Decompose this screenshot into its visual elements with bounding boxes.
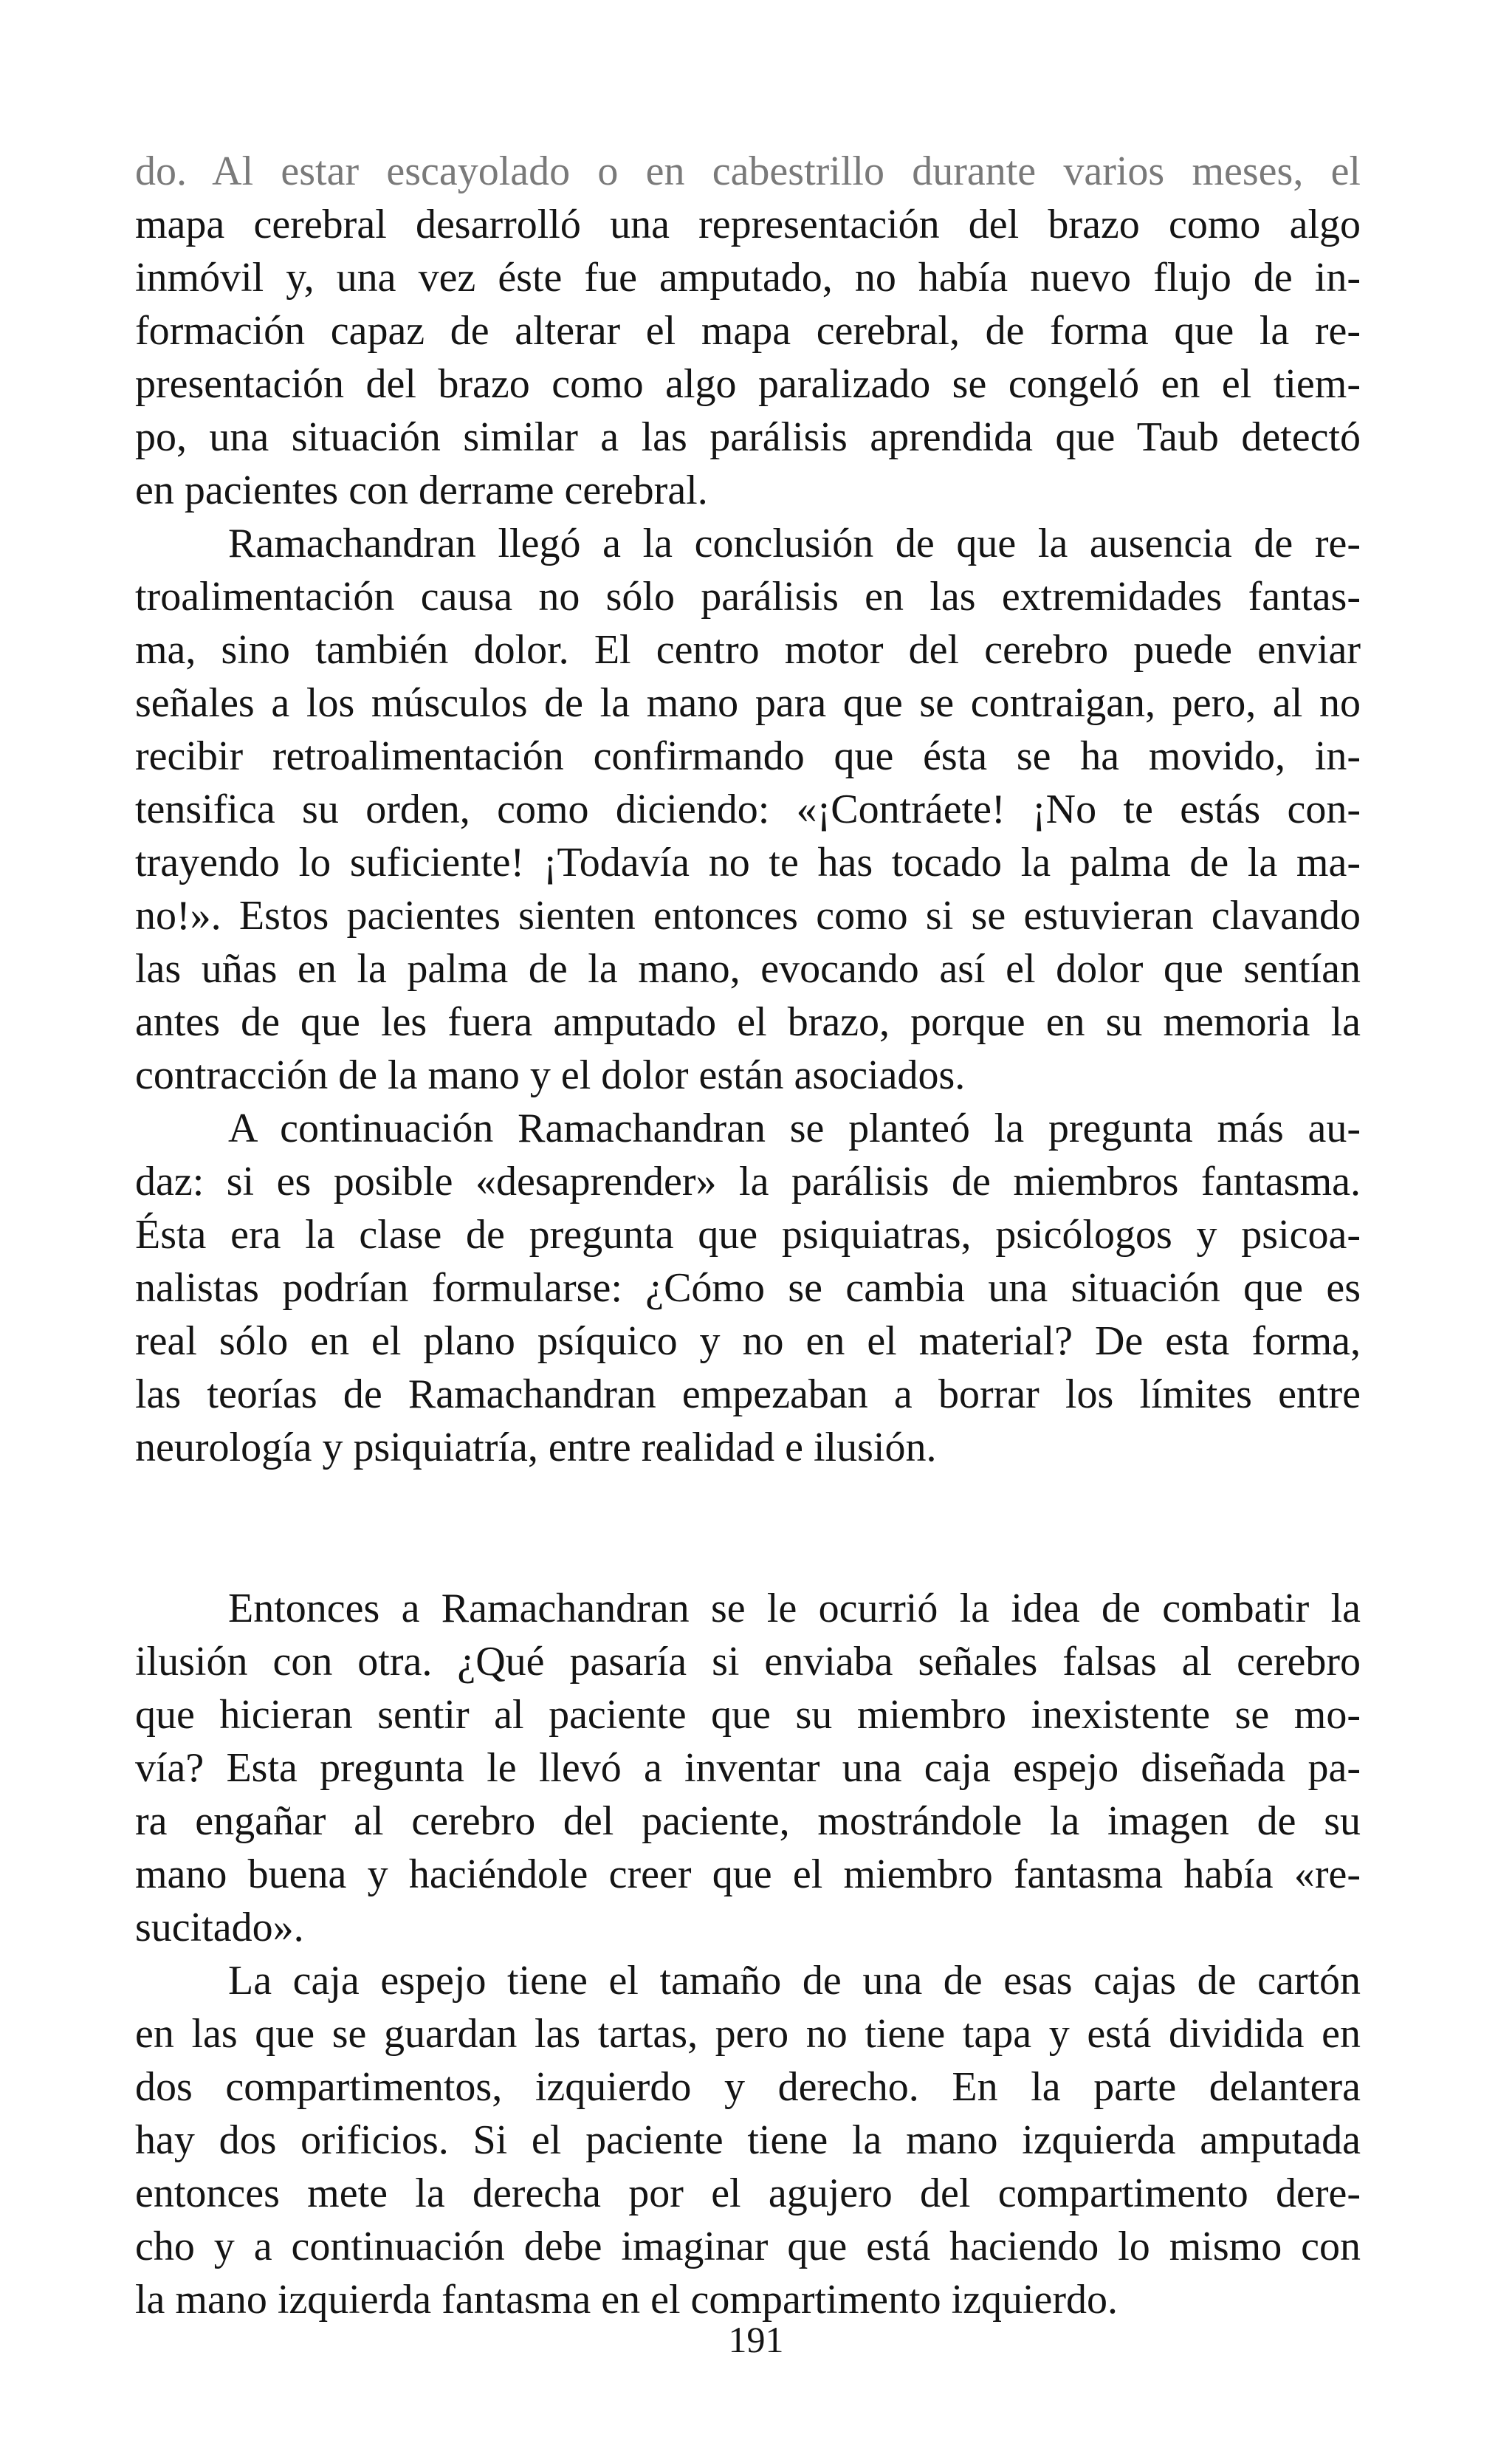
text-line: dos compartimentos, izquierdo y derecho. En la parte delantera xyxy=(135,2064,1361,2110)
text-line: contracción de la mano y el dolor están asociados. xyxy=(135,1052,966,1098)
text-line: troalimentación causa no sólo parálisis en las extremidades fantas- xyxy=(135,574,1361,620)
text-line: A continuación Ramachandran se planteó la pregunta más au- xyxy=(228,1106,1361,1151)
text-line: no!». Estos pacientes sienten entonces como si se estuvieran clavando xyxy=(135,893,1361,939)
text-line: do. Al estar escayolado o en cabestrillo durante varios meses, el xyxy=(135,148,1361,194)
text-line: presentación del brazo como algo paralizado se congeló en el tiem- xyxy=(135,361,1361,407)
text-line: inmóvil y, una vez éste fue amputado, no había nuevo flujo de in- xyxy=(135,255,1361,301)
text-line: real sólo en el plano psíquico y no en el material? De esta forma, xyxy=(135,1318,1361,1364)
text-line: Ramachandran llegó a la conclusión de que la ausencia de re- xyxy=(228,521,1361,566)
page-number: 191 xyxy=(728,2319,784,2360)
text-line: mano buena y haciéndole creer que el miembro fantasma había «re- xyxy=(135,1851,1361,1897)
text-line: hay dos orificios. Si el paciente tiene la mano izquierda amputada xyxy=(135,2117,1361,2163)
text-line: neurología y psiquiatría, entre realidad e ilusión. xyxy=(135,1425,937,1470)
text-line: po, una situación similar a las parálisis aprendida que Taub detectó xyxy=(135,414,1361,460)
text-line: La caja espejo tiene el tamaño de una de esas cajas de cartón xyxy=(228,1958,1361,2004)
text-line: ra engañar al cerebro del paciente, mostrándole la imagen de su xyxy=(135,1798,1361,1844)
text-line: que hicieran sentir al paciente que su miembro inexistente se mo- xyxy=(135,1692,1361,1738)
text-line: ilusión con otra. ¿Qué pasaría si enviaba señales falsas al cerebro xyxy=(135,1639,1361,1685)
text-line: formación capaz de alterar el mapa cerebral, de forma que la re- xyxy=(135,308,1361,354)
text-line: las teorías de Ramachandran empezaban a borrar los límites entre xyxy=(135,1371,1361,1417)
text-line: nalistas podrían formularse: ¿Cómo se cambia una situación que es xyxy=(135,1265,1361,1311)
text-line: entonces mete la derecha por el agujero del compartimento dere- xyxy=(135,2170,1361,2216)
text-line: cho y a continuación debe imaginar que está haciendo lo mismo con xyxy=(135,2224,1361,2269)
text-line: señales a los músculos de la mano para que se contraigan, pero, al no xyxy=(135,680,1361,726)
text-line: tensifica su orden, como diciendo: «¡Contráete! ¡No te estás con- xyxy=(135,787,1361,832)
text-line: antes de que les fuera amputado el brazo, porque en su memoria la xyxy=(135,999,1361,1045)
text-line: Entonces a Ramachandran se le ocurrió la idea de combatir la xyxy=(228,1586,1361,1631)
text-line: las uñas en la palma de la mano, evocando así el dolor que sentían xyxy=(135,946,1361,992)
text-line: en las que se guardan las tartas, pero no tiene tapa y está dividida en xyxy=(135,2011,1361,2057)
text-line: mapa cerebral desarrolló una representación del brazo como algo xyxy=(135,202,1361,247)
text-line: sucitado». xyxy=(135,1905,304,1950)
text-line: ma, sino también dolor. El centro motor del cerebro puede enviar xyxy=(135,627,1361,673)
text-line: en pacientes con derrame cerebral. xyxy=(135,467,708,513)
text-line: trayendo lo suficiente! ¡Todavía no te has tocado la palma de la ma- xyxy=(135,840,1361,885)
text-line: vía? Esta pregunta le llevó a inventar una caja espejo diseñada pa- xyxy=(135,1745,1361,1791)
text-line: la mano izquierda fantasma en el compartimento izquierdo. xyxy=(135,2277,1118,2323)
text-line: daz: si es posible «desaprender» la parálisis de miembros fantasma. xyxy=(135,1159,1361,1204)
text-line: recibir retroalimentación confirmando que ésta se ha movido, in- xyxy=(135,733,1361,779)
text-line: Ésta era la clase de pregunta que psiquiatras, psicólogos y psicoa- xyxy=(135,1212,1361,1258)
